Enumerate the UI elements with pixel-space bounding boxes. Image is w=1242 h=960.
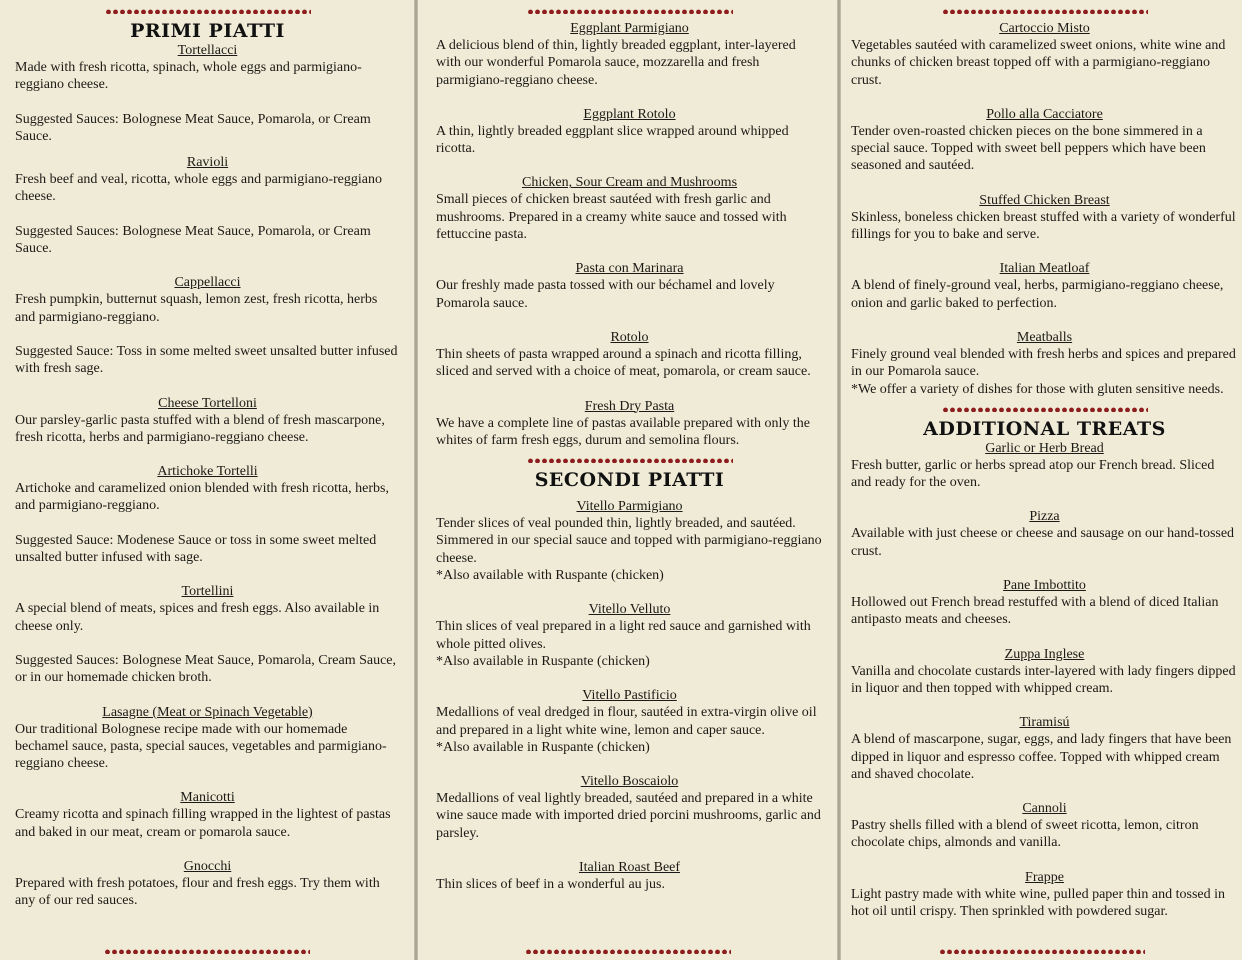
item-title: Chicken, Sour Cream and Mushrooms: [521, 175, 738, 191]
menu-item: [15, 704, 400, 773]
item-note: *Also available in Ruspante (chicken): [436, 739, 650, 755]
item-note: *Also available with Ruspante (chicken): [436, 568, 664, 584]
menu-item: [15, 395, 400, 447]
item-note: *Also available in Ruspante (chicken): [436, 653, 650, 669]
menu-item: [851, 508, 1238, 560]
item-description: Finely ground veal blended with fresh herbs and spices and prepared in our Pomarola sauce.: [851, 346, 1236, 380]
item-description: Vegetables sautéed with caramelized sweet onions, white wine and chunks of chicken breast topped off with a parmigiano-reggiano crust.: [851, 38, 1226, 88]
item-title: Stuffed Chicken Breast: [979, 192, 1110, 208]
item-description: Thin slices of beef in a wonderful au jus.: [436, 877, 665, 893]
item-description: A thin, lightly breaded eggplant slice wrapped around whipped ricotta.: [436, 123, 789, 157]
item-title: Tiramisú: [1019, 715, 1070, 731]
menu-item: [15, 42, 400, 145]
menu-item: [436, 398, 823, 450]
item-description: Light pastry made with white wine, pulled paper thin and tossed in hot oil until crispy. Then sprinkled with powdered sugar.: [851, 886, 1226, 920]
item-title: Meatballs: [1016, 329, 1073, 345]
menu-item: [851, 329, 1238, 398]
item-description: Prepared with fresh potatoes, flour and fresh eggs. Try them with any of our red sauces.: [15, 876, 380, 909]
item-description: Thin slices of veal prepared in a light red sauce and garnished with whole pitted olives.: [436, 619, 811, 652]
dotted-divider: [105, 9, 311, 14]
item-description: Our freshly made pasta tossed with our béchamel and lovely Pomarola sauce.: [436, 278, 775, 311]
menu-item: [436, 601, 823, 670]
dotted-divider: [939, 949, 1145, 954]
menu-item: [15, 583, 400, 686]
menu-item: [851, 192, 1238, 244]
item-description: Tender slices of veal pounded thin, lightly breaded, and sautéed. Simmered in our special sauce and topped with parmigiano-reggiano cheese.: [436, 516, 822, 566]
menu-item: [436, 687, 823, 756]
menu-item: [436, 329, 823, 381]
menu-item: [436, 260, 823, 312]
item-description: Available with just cheese or cheese and sausage on our hand-tossed crust.: [851, 526, 1235, 559]
item-note: *We offer a variety of dishes for those with gluten sensitive needs.: [851, 381, 1224, 397]
item-description: Vanilla and chocolate custards inter-layered with lady fingers dipped in liquor and then topped with whipped cream.: [851, 663, 1236, 696]
section-heading: PRIMI PIATTI: [130, 20, 285, 42]
item-description: Fresh beef and veal, ricotta, whole eggs and parmigiano-reggiano cheese.: [15, 172, 382, 205]
menu-item: [15, 463, 400, 566]
item-title: Vitello Boscaiolo: [580, 774, 679, 790]
item-description: Hollowed out French bread restuffed with a blend of diced Italian antipasto meats and cheeses.: [851, 595, 1219, 628]
menu-item: [15, 154, 400, 257]
item-title: Tortellacci: [177, 43, 238, 58]
item-title: Eggplant Rotolo: [583, 106, 676, 122]
suggested-sauce: Suggested Sauces: Bolognese Meat Sauce, Pomarola, or Cream Sauce.: [15, 111, 371, 144]
item-description: Pastry shells filled with a blend of sweet ricotta, lemon, citron chocolate chips, almonds and vanilla.: [851, 818, 1199, 851]
item-title: Fresh Dry Pasta: [584, 398, 675, 414]
item-description: Tender oven-roasted chicken pieces on the bone simmered in a special sauce. Topped with sweet bell peppers which have been seasoned and sautéed.: [851, 123, 1206, 174]
menu-item: [851, 800, 1238, 852]
item-description: We have a complete line of pastas available prepared with only the whites of farm fresh eggs, durum and semolina flours.: [436, 415, 811, 448]
item-title: Pollo alla Cacciatore: [986, 106, 1103, 122]
item-title: Artichoke Tortelli: [157, 464, 258, 480]
item-description: Medallions of veal lightly breaded, sautéed and prepared in a white wine sauce made with imported dried porcini mushrooms, garlic and parsley.: [436, 791, 821, 841]
item-description: Creamy ricotta and spinach filling wrapped in the lightest of pastas and baked in our meat, cream or pomarola sauce.: [15, 807, 391, 840]
item-title: Rotolo: [610, 329, 649, 345]
menu-item: [436, 106, 823, 158]
item-title: Cartoccio Misto: [999, 21, 1090, 36]
suggested-sauce: Suggested Sauce: Modenese Sauce or toss in some sweet melted unsalted butter infused with sage.: [15, 532, 377, 566]
menu-item: [851, 577, 1238, 629]
item-title: Cappellacci: [174, 275, 241, 291]
item-title: Manicotti: [180, 790, 235, 806]
item-description: Skinless, boneless chicken breast stuffed with a variety of wonderful fillings for you to bake and serve.: [851, 209, 1236, 243]
item-title: Vitello Pastificio: [582, 688, 677, 704]
item-title: Vitello Velluto: [588, 602, 671, 618]
menu-column-3: [842, 0, 1242, 960]
item-title: Cheese Tortelloni: [158, 395, 257, 411]
menu-item: [15, 274, 400, 377]
menu-item: [851, 646, 1238, 698]
menu-item: [851, 440, 1238, 492]
dotted-divider: [942, 407, 1148, 412]
dotted-divider: [525, 949, 731, 954]
item-title: Italian Roast Beef: [578, 860, 681, 876]
item-description: Our traditional Bolognese recipe made with our homemade bechamel sauce, pasta, special sauces, vegetables and parmigiano-reggiano cheese.: [15, 721, 387, 772]
item-description: Fresh butter, garlic or herbs spread atop our French bread. Sliced and ready for the oven.: [851, 457, 1215, 491]
item-title: Pane Imbottito: [1003, 578, 1086, 594]
menu-item: [436, 859, 823, 893]
menu-item: [851, 714, 1238, 783]
menu-item: [436, 20, 823, 89]
item-description: Medallions of veal dredged in flour, sautéed in extra-virgin olive oil and prepared in a light white wine, lemon and caper sauce.: [436, 705, 817, 738]
column-divider: [414, 0, 418, 960]
menu-item: [851, 869, 1238, 921]
item-description: A delicious blend of thin, lightly breaded eggplant, inter-layered with our wonderful Pomarola sauce, mozzarella and fresh parmigiano-reggiano cheese.: [436, 38, 796, 88]
menu-column-2: [419, 0, 837, 960]
item-title: Cannoli: [1022, 801, 1067, 817]
item-description: A blend of mascarpone, sugar, eggs, and lady fingers that have been dipped in liquor and espresso coffee. Topped with whipped cream and shaved chocolate.: [851, 732, 1232, 782]
dotted-divider: [104, 949, 310, 954]
item-title: Pasta con Marinara: [575, 261, 684, 277]
menu-item: [436, 174, 823, 243]
item-description: Thin sheets of pasta wrapped around a spinach and ricotta filling, sliced and served with a choice of meat, pomarola, or cream sauce.: [436, 346, 811, 380]
menu-item: [436, 498, 823, 584]
column-divider: [837, 0, 841, 960]
dotted-divider: [942, 9, 1148, 14]
item-description: Artichoke and caramelized onion blended with fresh ricotta, herbs, and parmigiano-reggiano.: [15, 481, 389, 514]
item-description: A special blend of meats, spices and fresh eggs. Also available in cheese only.: [15, 601, 380, 634]
suggested-sauce: Suggested Sauce: Toss in some melted sweet unsalted butter infused with fresh sage.: [15, 343, 398, 377]
item-title: Zuppa Inglese: [1004, 646, 1085, 662]
item-title: Garlic or Herb Bread: [985, 440, 1104, 456]
item-title: Tortellini: [181, 584, 234, 600]
item-title: Italian Meatloaf: [999, 261, 1090, 277]
menu-column-1: [0, 0, 414, 960]
item-description: Small pieces of chicken breast sautéed with fresh garlic and mushrooms. Prepared in a creamy white sauce and tossed with fettuccine pasta.: [436, 192, 787, 243]
menu-item: [851, 260, 1238, 312]
item-description: Fresh pumpkin, butternut squash, lemon zest, fresh ricotta, herbs and parmigiano-reggiano.: [15, 292, 378, 325]
section-heading: ADDITIONAL TREATS: [923, 417, 1166, 440]
suggested-sauce: Suggested Sauces: Bolognese Meat Sauce, Pomarola, or Cream Sauce.: [15, 223, 371, 257]
dotted-divider: [527, 458, 733, 463]
dotted-divider: [527, 9, 733, 14]
item-title: Ravioli: [186, 155, 229, 171]
section-heading: SECONDI PIATTI: [534, 469, 725, 492]
item-description: Our parsley-garlic pasta stuffed with a blend of fresh mascarpone, fresh ricotta, herbs and parmigiano-reggiano cheese.: [15, 412, 385, 445]
item-description: A blend of finely-ground veal, herbs, parmigiano-reggiano cheese, onion and garlic baked to perfection.: [851, 278, 1224, 311]
menu-item: [436, 773, 823, 842]
suggested-sauce: Suggested Sauces: Bolognese Meat Sauce, Pomarola, Cream Sauce, or in our homemade chicken broth.: [15, 652, 397, 686]
item-title: Eggplant Parmigiano: [570, 21, 689, 36]
menu-item: [851, 20, 1238, 89]
item-title: Lasagne (Meat or Spinach Vegetable): [102, 704, 313, 720]
item-title: Pizza: [1029, 509, 1060, 525]
item-description: Made with fresh ricotta, spinach, whole eggs and parmigiano-reggiano cheese.: [15, 60, 362, 93]
item-title: Frappe: [1025, 869, 1064, 885]
menu-item: [851, 106, 1238, 175]
menu-item: [15, 858, 400, 910]
menu-item: [15, 789, 400, 841]
item-title: Gnocchi: [183, 859, 232, 875]
item-title: Vitello Parmigiano: [576, 499, 683, 515]
